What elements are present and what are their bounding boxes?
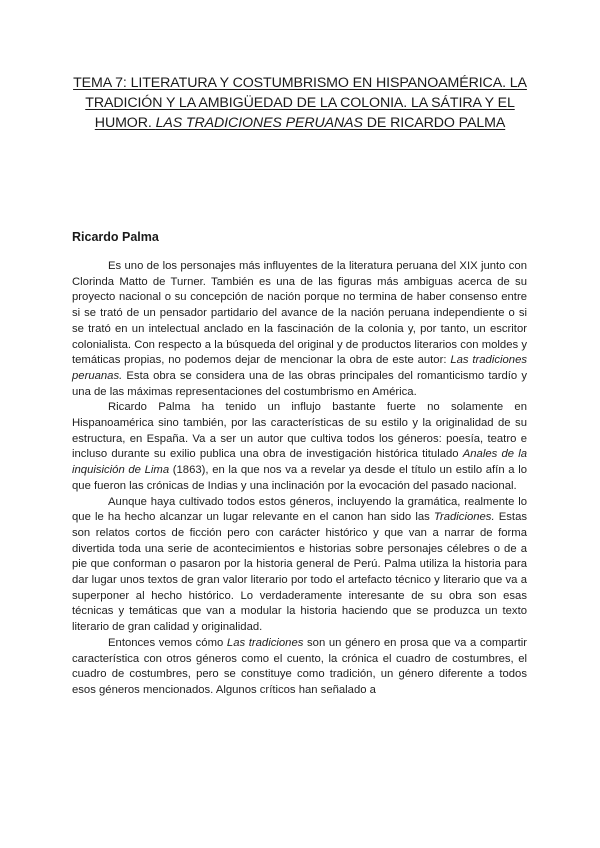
paragraph-text: son un género en prosa que va a compartir característica con otros géneros como el cuento, la crónica el cuadro de costumbres, el cuadro de costumbres, pero se constituye como tradición, un género diferente a todos esos géneros mencionados. Algunos críticos han señalado a [72, 636, 528, 696]
paragraph-text: Es uno de los personajes más influyentes de la literatura peruana del XIX junto con Clorinda Matto de Turner. También es una de las figuras más ambiguas acerca de su proyecto nacional o su concepción de nación porque no termina de haber consenso entre si se trató de un pensador partidario del avance de la nación peruana independiente o si se trató en un intelectual anclado en la fascinación de la colonia y, por tanto, un escritor colonialista. Con respecto a la búsqueda del original y de productos literarios con moldes y temáticas propias, no podemos dejar de mencionar la obra de este autor: [72, 260, 527, 367]
paragraph-text: Entonces vemos cómo [108, 636, 227, 649]
paragraph [72, 400, 527, 494]
paragraph-text: Ricardo Palma ha tenido un influjo bastante fuerte no solamente en Hispanoamérica sino también, por las características de su estilo y la originalidad de su estructura, en España. Va a ser un autor que cultiva todos los géneros: poesía, teatro e incluso durante su exilio publica una obra de investigación histórica titulado [72, 401, 527, 461]
paragraph-italic-title: Las tradiciones peruanas. [72, 354, 527, 382]
title-italic-work: LAS TRADICIONES PERUANAS [155, 115, 363, 131]
section-heading: Ricardo Palma [72, 230, 159, 244]
title-text: TEMA 7: LITERATURA Y COSTUMBRISMO EN HISPANOAMÉRICA. LA TRADICIÓN Y LA AMBIGÜEDAD DE LA COLONIA. LA SÁTIRA Y EL HUMOR. [73, 75, 527, 131]
paragraph [72, 259, 527, 400]
paragraph-italic-title: Anales de la inquisición de Lima [72, 448, 527, 477]
paragraph-italic-title: Las tradiciones [226, 636, 304, 649]
paragraph [72, 495, 527, 636]
paragraph-text: Aunque haya cultivado todos estos géneros, incluyendo la gramática, realmente lo que le ha hecho alcanzar un lugar relevante en el canon han sido las [72, 495, 527, 524]
paragraph-text: (1863), en la que nos va a revelar ya desde el título un estilo afín a lo que fueron las crónicas de Indias y una inclinación por la evocación del pasado nacional. [72, 464, 527, 492]
paragraph [72, 636, 527, 699]
paragraph-italic-title: Tradiciones. [433, 511, 495, 524]
paragraph-text: Esta obra se considera una de las obras principales del romanticismo tardío y una de las máximas representaciones del costumbrismo en América. [72, 369, 527, 398]
body-text [72, 259, 527, 699]
document-title [70, 73, 530, 133]
paragraph-text: Estas son relatos cortos de ficción pero con carácter histórico y que van a narrar de forma divertida toda una serie de acontecimientos e historias sobre personajes célebres o de a pie que conforman o pasaron por la historia general de Perú. Palma utiliza la historia para dar lugar unos textos de gran valor literario por todo el artefacto técnico y literario que va a superponer al hecho histórico. Lo verdaderamente interesante de su obra son esas técnicas y temáticas que van a modular la historia haciendo que se produzca un texto literario de gran calidad y originalidad. [72, 511, 527, 634]
title-author: DE RICARDO PALMA [362, 115, 506, 131]
